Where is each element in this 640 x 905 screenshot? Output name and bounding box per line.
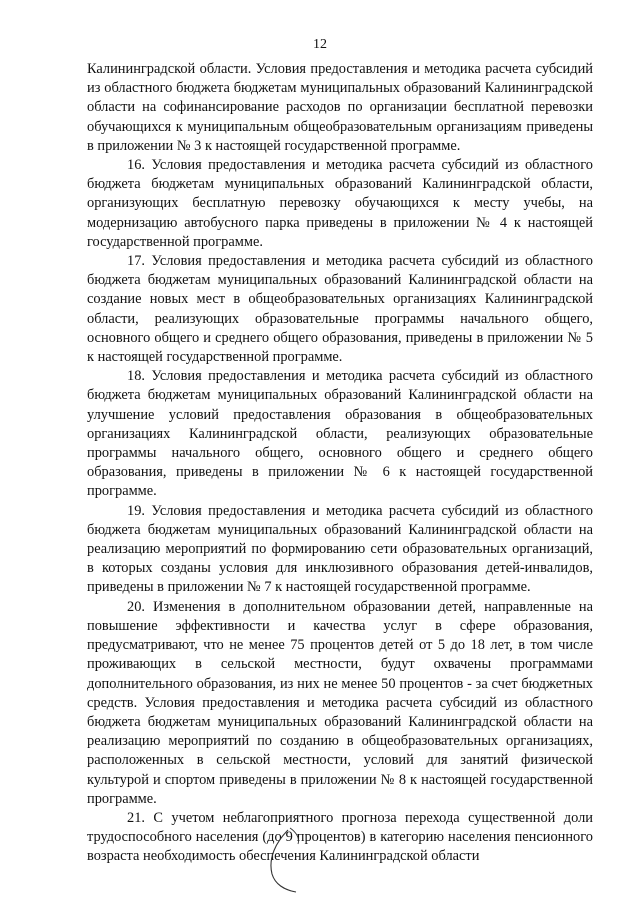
paragraph-18: 18. Условия предоставления и методика расчета субсидий из областного бюджета бюджетам муниципальных образований Калининградской области на улучшение условий предоставления образования в общеобразовательных организациях Калининградской области, реализующих образовательные программы начального общего, основного общего и среднего общего образования, приведены в приложении № 6 к настоящей государственной программе. — [87, 368, 593, 500]
page-number: 12 — [313, 37, 327, 52]
document-body — [87, 60, 593, 867]
paragraph-21: 21. С учетом неблагоприятного прогноза перехода существенной доли трудоспособного населения (до 9 процентов) в категорию населения пенсионного возраста необходимость обеспечения Калининградской области — [87, 809, 593, 865]
paragraph-16: 16. Условия предоставления и методика расчета субсидий из областного бюджета бюджетам муниципальных образований Калининградской области, организующих бесплатную перевозку обучающихся к месту учебы, на модернизацию автобусного парка приведены в приложении № 4 к настоящей государственной программе. — [87, 157, 593, 250]
paragraph-19: 19. Условия предоставления и методика расчета субсидий из областного бюджета бюджетам муниципальных образований Калининградской области на реализацию мероприятий по формированию сети образовательных организаций, в которых созданы условия для инклюзивного образования детей-инвалидов, приведены в приложении № 7 к настоящей государственной программе. — [87, 502, 593, 596]
paragraph-continuation: Калининградской области. Условия предоставления и методика расчета субсидий из областного бюджета бюджетам муниципальных образований Калининградской области на софинансирование расходов по организации бесплатной перевозки обучающихся к муниципальным общеобразовательным организациям приведены в приложении № 3 к настоящей государственной программе. — [87, 61, 593, 154]
paragraph-20: 20. Изменения в дополнительном образовании детей, направленные на повышение эффективности и качества услуг в сфере образования, предусматривают, что не менее 75 процентов детей от 5 до 18 лет, в том числе проживающих в сельской местности, будут охвачены программами дополнительного образования, из них не менее 50 процентов - за счет бюджетных средств. Условия предоставления и методика расчета субсидий из областного бюджета бюджетам муниципальных образований Калининградской области на реализацию мероприятий по созданию в общеобразовательных организациях, расположенных в сельской местности, условий для занятий физической культурой и спортом приведены в приложении № 8 к настоящей государственной программе. — [87, 598, 593, 807]
handwritten-mark — [250, 818, 370, 898]
paragraph-17: 17. Условия предоставления и методика расчета субсидий из областного бюджета бюджетам муниципальных образований Калининградской области на создание новых мест в общеобразовательных организациях Калининградской области, реализующих образовательные программы начального общего, основного общего и среднего общего образования, приведены в приложении № 5 к настоящей государственной программе. — [87, 253, 593, 366]
